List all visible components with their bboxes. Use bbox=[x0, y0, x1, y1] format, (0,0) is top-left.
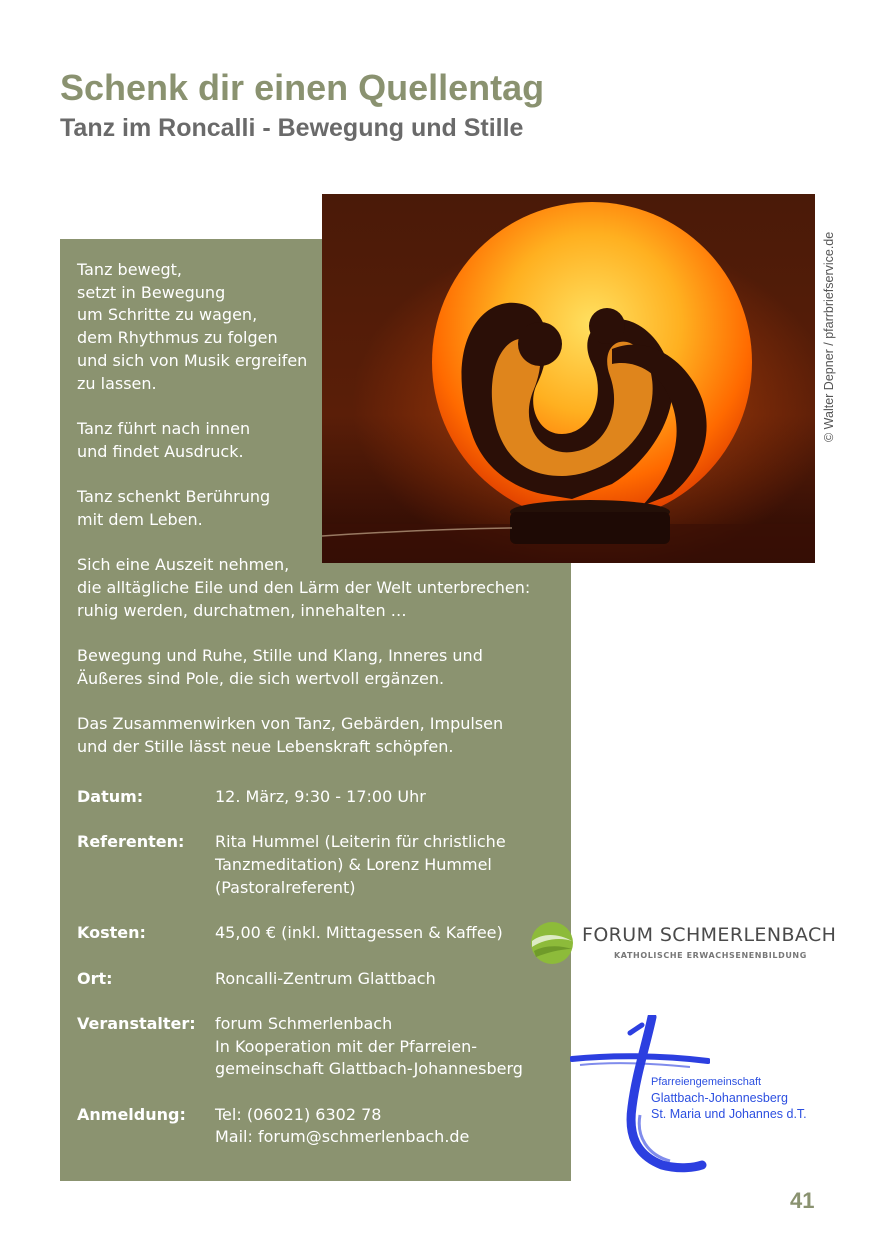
detail-label: Kosten: bbox=[77, 923, 146, 943]
detail-label: Datum: bbox=[77, 787, 144, 806]
detail-value: forum Schmerlenbach In Kooperation mit der Pfarreien- gemeinschaft Glattbach-Johannesberg bbox=[215, 1013, 523, 1079]
lamp-sculpture-photo bbox=[322, 194, 815, 563]
detail-label: Referenten: bbox=[77, 832, 185, 852]
parish-line-1: Pfarreiengemeinschaft bbox=[651, 1076, 762, 1088]
parish-logo-text bbox=[651, 1075, 807, 1122]
detail-label: Ort: bbox=[77, 968, 113, 988]
intro-paragraph: Sich eine Auszeit nehmen, die alltägliche Eile und den Lärm der Welt unterbrechen: ruhig werden, durchatmen, innehalten … bbox=[77, 555, 531, 620]
detail-row-speakers bbox=[77, 831, 557, 899]
detail-value: Rita Hummel (Leiterin für christliche Tanzmeditation) & Lorenz Hummel (Pastoralreferent) bbox=[215, 832, 506, 897]
parish-line-2: Glattbach-Johannesberg bbox=[651, 1091, 788, 1105]
detail-row-location bbox=[77, 968, 557, 991]
page-number: 41 bbox=[790, 1188, 815, 1213]
detail-label: Anmeldung: bbox=[77, 1104, 186, 1124]
photo-credit: © Walter Depner / pfarrbriefservice.de bbox=[822, 231, 836, 442]
detail-row-organizer bbox=[77, 1013, 557, 1081]
intro-paragraph: Tanz schenkt Berührung mit dem Leben. bbox=[77, 487, 271, 529]
detail-value: Roncalli-Zentrum Glattbach bbox=[215, 968, 436, 988]
detail-value: 45,00 € (inkl. Mittagessen & Kaffee) bbox=[215, 923, 503, 943]
intro-paragraph: Bewegung und Ruhe, Stille und Klang, Inneres und Äußeres sind Pole, die sich wertvoll ergänzen. bbox=[77, 645, 483, 688]
forum-logo-tagline: KATHOLISCHE ERWACHSENENBILDUNG bbox=[614, 951, 807, 960]
detail-row-registration bbox=[77, 1104, 557, 1149]
detail-value: 12. März, 9:30 - 17:00 Uhr bbox=[215, 787, 426, 806]
detail-label: Veranstalter: bbox=[77, 1013, 196, 1033]
page-title: Schenk dir einen Quellentag bbox=[60, 67, 545, 108]
detail-value: Tel: (06021) 6302 78 Mail: forum@schmerlenbach.de bbox=[215, 1104, 470, 1147]
intro-paragraph: Tanz führt nach innen und findet Ausdruck. bbox=[77, 418, 251, 461]
page-subtitle: Tanz im Roncalli - Bewegung und Stille bbox=[60, 114, 524, 142]
forum-logo-name: FORUM SCHMERLENBACH bbox=[582, 924, 837, 946]
intro-paragraph: Das Zusammenwirken von Tanz, Gebärden, Impulsen und der Stille lässt neue Lebenskraft schöpfen. bbox=[77, 713, 504, 756]
parish-line-3: St. Maria und Johannes d.T. bbox=[651, 1107, 807, 1121]
intro-paragraph: Tanz bewegt, setzt in Bewegung um Schritte zu wagen, dem Rhythmus zu folgen und sich von Musik ergreifen zu lassen. bbox=[77, 260, 308, 393]
event-details bbox=[77, 786, 557, 1172]
detail-row-cost bbox=[77, 922, 557, 945]
detail-row-date bbox=[77, 786, 557, 809]
